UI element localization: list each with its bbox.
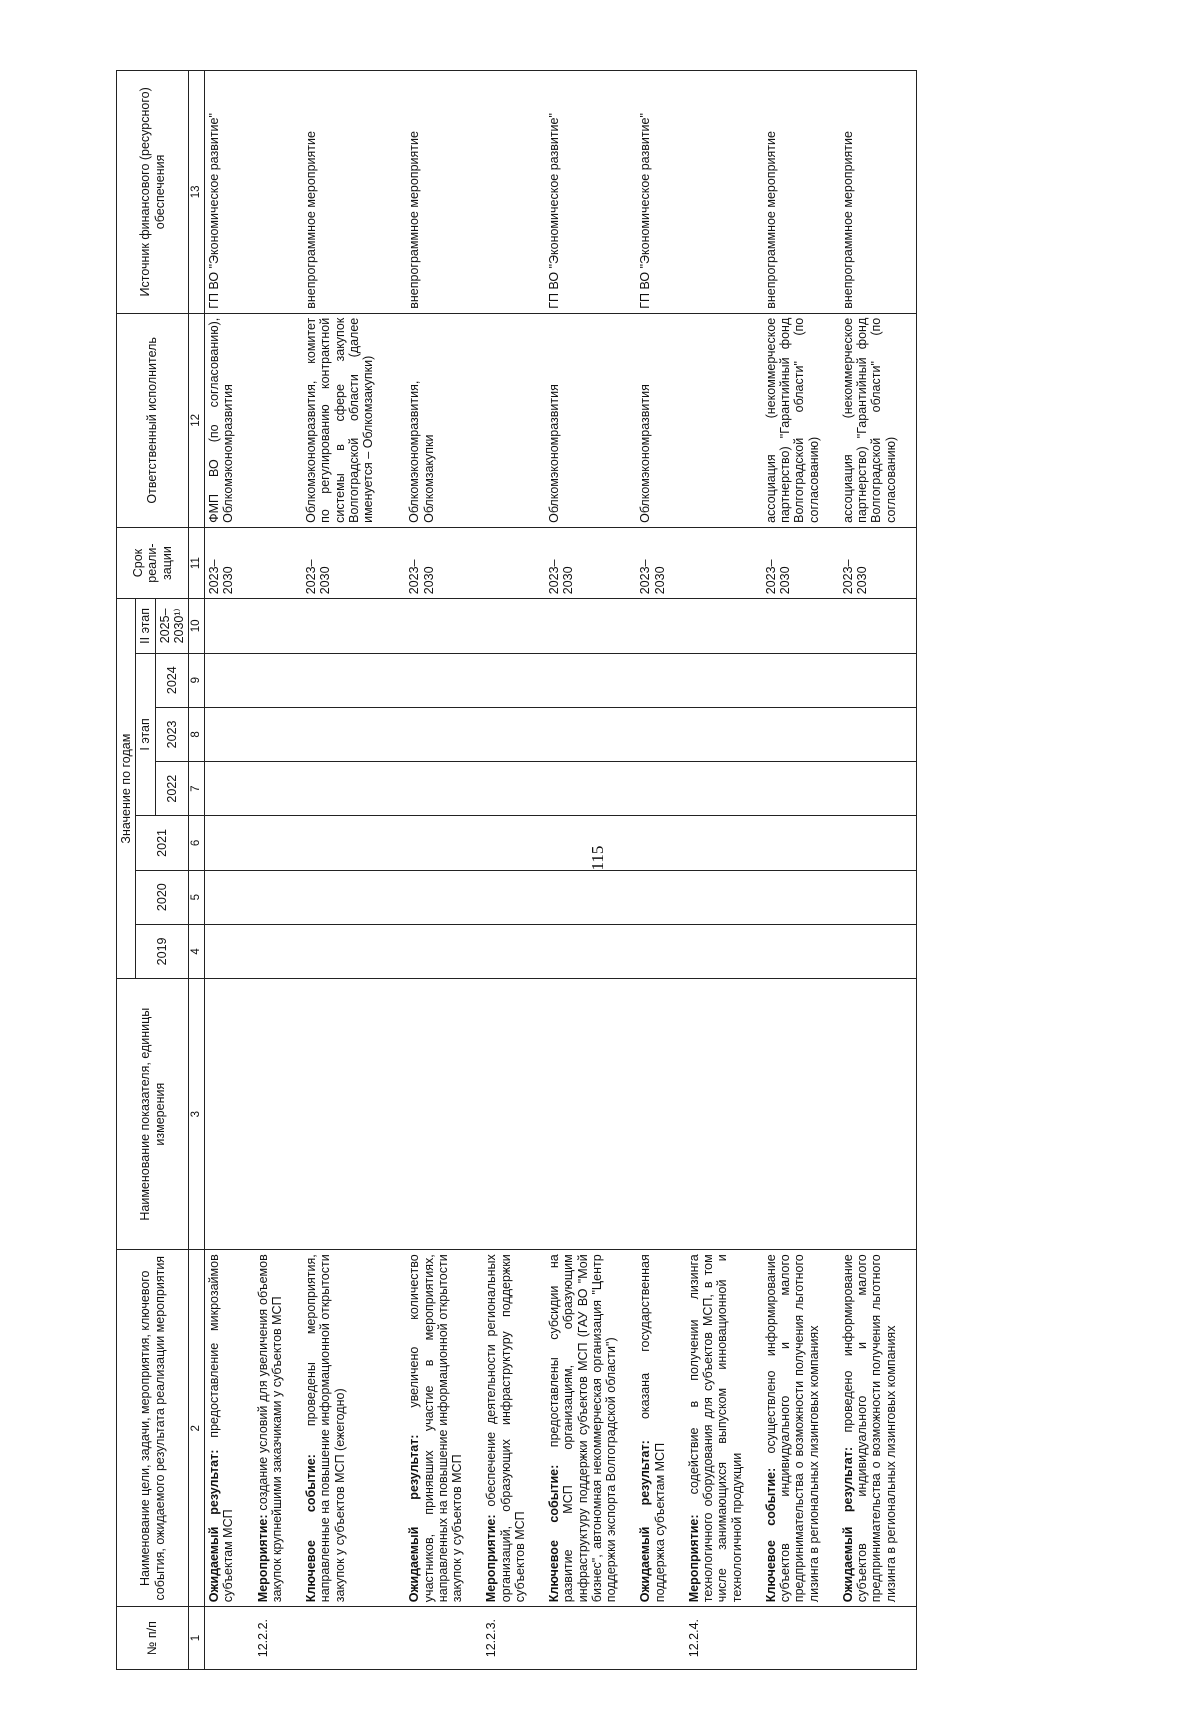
header-stage-1: I этап (136, 653, 155, 816)
row-source (685, 71, 762, 314)
row-executor: Облкомэкономразвития (545, 313, 636, 527)
row-text: осуществлено информирование субъектов индивидуального и малого предпринимательства о возможности получения льготного лизинга в региональных лизинговых компаниях (763, 1254, 821, 1603)
column-number: 2 (189, 1250, 205, 1607)
column-number: 7 (189, 762, 205, 816)
row-text: предоставление микрозаймов субъектам МСП (207, 1254, 236, 1603)
row-executor: ФМП ВО (по согласованию), Облкомэкономразвития (205, 313, 254, 527)
program-table (116, 70, 917, 1670)
column-number: 3 (189, 979, 205, 1250)
header-year-2022: 2022 (155, 762, 189, 816)
row-executor: ассоциация (некоммерческое партнерство) "Гарантийный фонд Волгоградской области" (по согласованию) (762, 313, 839, 527)
row-label: Мероприятие: (686, 1514, 701, 1603)
column-number: 9 (189, 653, 205, 707)
row-source: внепрограммное мероприятие (762, 71, 839, 314)
table-row (482, 71, 545, 1670)
header-year-2020: 2020 (136, 870, 189, 924)
row-text: проведено информирование субъектов индивидуального и малого предпринимательства о возможности получения льготного лизинга в региональных лизинговых компаниях (840, 1254, 898, 1603)
row-label: Ожидаемый результат: (638, 1440, 653, 1603)
row-description (405, 1250, 482, 1607)
header-name: Наименование цели, задачи, мероприятия, ключевого события, ожидаемого результата реализации мероприятия (117, 1250, 189, 1607)
row-term: 2023–2030 (205, 527, 254, 598)
table-row (685, 71, 762, 1670)
row-text: оказана государственная поддержка субъектам МСП (638, 1254, 667, 1603)
row-label: Ключевое событие: (304, 1454, 319, 1603)
column-number: 8 (189, 707, 205, 761)
header-stage-2: II этап (136, 599, 155, 653)
row-label: Ожидаемый результат: (840, 1447, 855, 1603)
row-label: Ожидаемый результат: (407, 1434, 422, 1603)
row-source: внепрограммное мероприятие (839, 71, 917, 314)
row-executor: Облкомэкономразвития, Облкомзакупки (405, 313, 482, 527)
row-label: Ожидаемый результат: (207, 1449, 222, 1603)
row-executor (482, 313, 545, 527)
row-text: увеличено количество участников, принявших участие в мероприятиях, направленных на повышение информационной открытости закупок у субъектов МСП (407, 1254, 465, 1603)
row-number (545, 1607, 636, 1670)
row-number (636, 1607, 685, 1670)
row-term (685, 527, 762, 598)
row-number: 12.2.4. (685, 1607, 762, 1670)
header-term: Срок реали-зации (117, 527, 189, 598)
header-year-2025-2030: 2025–2030¹⁾ (155, 599, 189, 653)
row-description (205, 1250, 254, 1607)
row-text: проведены мероприятия, направленные на повышение информационной открытости закупок у субъектов МСП (ежегодно) (304, 1254, 347, 1603)
column-number: 4 (189, 924, 205, 978)
column-number: 12 (189, 313, 205, 527)
header-unit: Наименование показателя, единицы измерения (117, 979, 189, 1250)
row-description (839, 1250, 917, 1607)
row-executor: Облкомэкономразвития (636, 313, 685, 527)
table-row (545, 71, 636, 1670)
table-row (839, 71, 917, 1670)
header-year-2023: 2023 (155, 707, 189, 761)
page-number: 115 (588, 845, 607, 871)
header-source: Источник финансового (ресурсного) обеспечения (117, 71, 189, 314)
row-executor: Облкомэкономразвития, комитет по регулированию контрактной системы в сфере закупок Волгоградской области (далее именуется – Облкомзакупки) (302, 313, 405, 527)
column-number: 5 (189, 870, 205, 924)
table-row (762, 71, 839, 1670)
row-source: ГП ВО "Экономическое развитие" (205, 71, 254, 314)
row-source (254, 71, 303, 314)
row-description (545, 1250, 636, 1607)
row-source: ГП ВО "Экономическое развитие" (636, 71, 685, 314)
row-label: Ключевое событие: (763, 1467, 778, 1603)
row-description (482, 1250, 545, 1607)
row-term: 2023–2030 (839, 527, 917, 598)
row-label: Ключевое событие: (547, 1464, 562, 1603)
row-term (254, 527, 303, 598)
row-number (302, 1607, 405, 1670)
table-row (254, 71, 303, 1670)
rotated-table-page (116, 70, 1166, 1670)
header-values: Значение по годам (117, 599, 136, 979)
row-number (839, 1607, 917, 1670)
header-executor: Ответственный исполнитель (117, 313, 189, 527)
table-row (205, 71, 254, 1670)
row-text: предоставлены субсидии на развитие МСП организациям, образующим инфраструктуру поддержки субъектов МСП (ГАУ ВО "Мой бизнес", автономная некоммерческая организация "Центр поддержки экспорта Волгоградской области") (547, 1254, 619, 1603)
row-description (685, 1250, 762, 1607)
row-source: ГП ВО "Экономическое развитие" (545, 71, 636, 314)
header-year-2019: 2019 (136, 924, 189, 978)
header-year-2021: 2021 (136, 816, 189, 870)
row-description (254, 1250, 303, 1607)
row-executor (254, 313, 303, 527)
row-number (205, 1607, 254, 1670)
row-description (762, 1250, 839, 1607)
row-label: Мероприятие: (255, 1514, 270, 1603)
column-number: 11 (189, 527, 205, 598)
row-number: 12.2.3. (482, 1607, 545, 1670)
row-term (482, 527, 545, 598)
row-term: 2023–2030 (762, 527, 839, 598)
row-label: Мероприятие: (484, 1514, 499, 1603)
row-term: 2023–2030 (302, 527, 405, 598)
row-number: 12.2.2. (254, 1607, 303, 1670)
row-executor (685, 313, 762, 527)
row-description (636, 1250, 685, 1607)
column-number: 1 (189, 1607, 205, 1670)
table-row (405, 71, 482, 1670)
row-text: создание условий для увеличения объемов закупок крупнейшими заказчиками у субъектов МСП (255, 1254, 284, 1603)
row-number (405, 1607, 482, 1670)
row-source (482, 71, 545, 314)
table-row (636, 71, 685, 1670)
row-source: внепрограммное мероприятие (302, 71, 405, 314)
row-term: 2023–2030 (636, 527, 685, 598)
row-description (302, 1250, 405, 1607)
row-number (762, 1607, 839, 1670)
column-number: 13 (189, 71, 205, 314)
row-text: содействие в получении лизинга технологичного оборудования для субъектов МСП, в том числе занимающихся выпуском инновационной и технологичной продукции (686, 1254, 744, 1603)
header-no: № п/п (117, 1607, 189, 1670)
row-executor: ассоциация (некоммерческое партнерство) "Гарантийный фонд Волгоградской области" (по согласованию) (839, 313, 917, 527)
row-source: внепрограммное мероприятие (405, 71, 482, 314)
table-row (302, 71, 405, 1670)
header-year-2024: 2024 (155, 653, 189, 707)
column-number: 6 (189, 816, 205, 870)
row-term: 2023–2030 (405, 527, 482, 598)
column-number: 10 (189, 599, 205, 653)
row-term: 2023–2030 (545, 527, 636, 598)
row-text: обеспечение деятельности региональных организаций, образующих инфраструктуру поддержки субъектов МСП (484, 1254, 527, 1603)
